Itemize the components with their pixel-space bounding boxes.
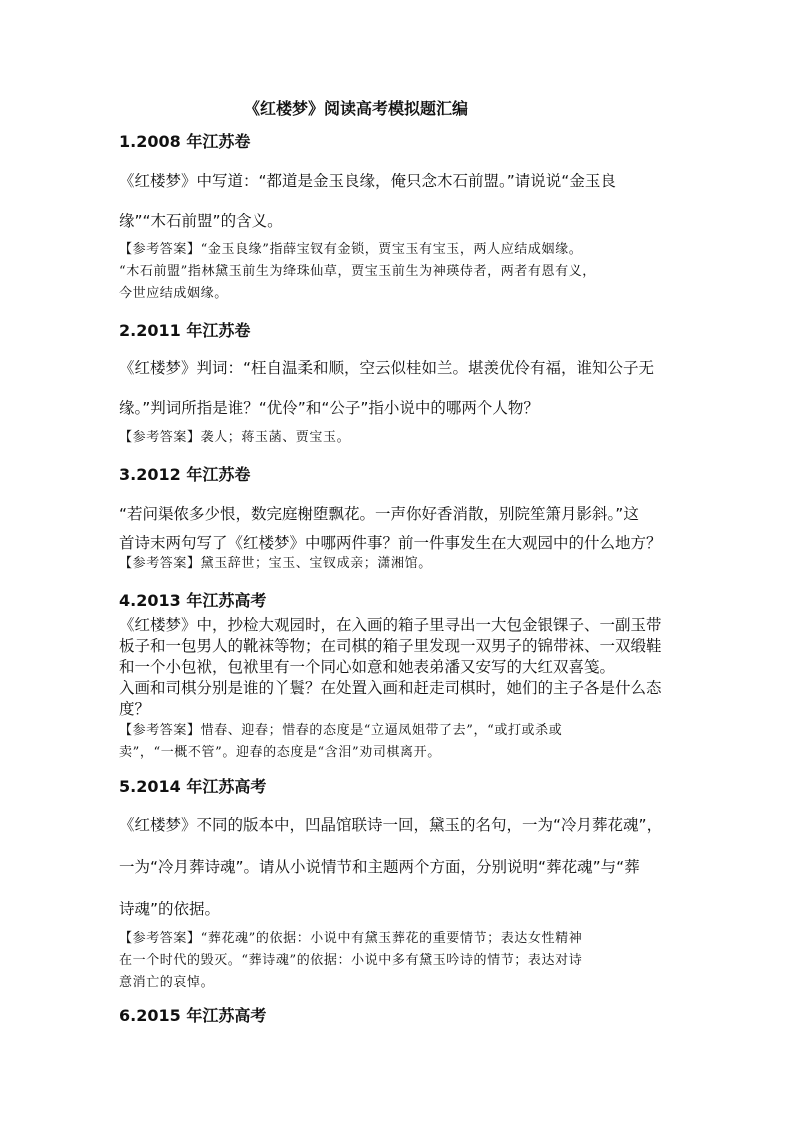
answer-line: “木石前盟”指林黛玉前生为绛珠仙草，贾宝玉前生为神瑛侍者，两者有恩有义， — [119, 264, 596, 279]
section-5-question-line-1: 《红楼梦》不同的版本中，凹晶馆联诗一回，黛玉的名句，一为“冷月葬花魂”， — [119, 816, 663, 834]
section-5-question-line-3: 诗魂”的依据。 — [119, 900, 221, 918]
section-2-question-line-1: 《红楼梦》判词：“枉自温柔和顺，空云似桂如兰。堪羡优伶有福，谁知公子无 — [119, 359, 655, 377]
question-line: 《红楼梦》中，抄检大观园时，在入画的箱子里寻出一大包金银锞子、一副玉带 — [119, 616, 662, 634]
answer-line: 意消亡的哀悼。 — [119, 975, 215, 990]
answer-line: 今世应结成姻缘。 — [119, 286, 228, 301]
section-3-heading: 3.2012 年江苏卷 — [119, 465, 251, 484]
section-4-heading: 4.2013 年江苏高考 — [119, 591, 267, 610]
section-1-question-line-1: 《红楼梦》中写道：“都道是金玉良缘，俺只念木石前盟。”请说说“金玉良 — [119, 172, 616, 190]
section-1-heading: 1.2008 年江苏卷 — [119, 132, 251, 151]
section-3-answer — [119, 553, 699, 575]
question-line: 和一个小包袱，包袱里有一个同心如意和她表弟潘又安写的大红双喜笺。 — [119, 658, 616, 676]
answer-line: 【参考答案】“金玉良缘”指薛宝钗有金锁，贾宝玉有宝玉，两人应结成姻缘。 — [119, 242, 583, 257]
answer-line: 【参考答案】惜春、迎春；惜春的态度是“立逼凤姐带了去”，“或打或杀或 — [119, 723, 563, 738]
section-5-answer — [119, 928, 699, 994]
answer-line: 【参考答案】袭人；蒋玉菡、贾宝玉。 — [119, 430, 351, 445]
section-2-heading: 2.2011 年江苏卷 — [119, 321, 251, 340]
section-6-heading: 6.2015 年江苏高考 — [119, 1006, 267, 1025]
section-2-question-line-2: 缘。”判词所指是谁？“优伶”和“公子”指小说中的哪两个人物？ — [119, 399, 539, 417]
section-1-question-line-2: 缘”“木石前盟”的含义。 — [119, 212, 283, 230]
document-title: 《红楼梦》阅读高考模拟题汇编 — [244, 99, 469, 118]
question-line: 板子和一包男人的靴袜等物；在司棋的箱子里发现一双男子的锦带袜、一双缎鞋 — [119, 637, 662, 655]
answer-line: 【参考答案】“葬花魂”的依据：小说中有黛玉葬花的重要情节；表达女性精神 — [119, 931, 583, 946]
answer-line: 【参考答案】黛玉辞世；宝玉、宝钗成亲；潇湘馆。 — [119, 556, 432, 571]
question-line: 度？ — [119, 700, 151, 718]
answer-line: 在一个时代的毁灭。“葬诗魂”的依据：小说中多有黛玉吟诗的情节；表达对诗 — [119, 953, 583, 968]
section-4-answer — [119, 720, 699, 764]
section-4-question — [119, 615, 699, 720]
section-1-answer — [119, 239, 699, 305]
question-line: 入画和司棋分别是谁的丫鬟？在处置入画和赶走司棋时，她们的主子各是什么态 — [119, 679, 662, 697]
answer-line: 卖”，“一概不管”。迎春的态度是“含泪”劝司棋离开。 — [119, 745, 441, 760]
section-5-heading: 5.2014 年江苏高考 — [119, 777, 267, 796]
section-3-question-line-1: “若问渠侬多少恨，数完庭榭堕飘花。一声你好香消散，别院笙箫月影斜。”这 — [119, 505, 639, 523]
section-5-question-line-2: 一为“冷月葬诗魂”。请从小说情节和主题两个方面，分别说明“葬花魂”与“葬 — [119, 858, 640, 876]
section-2-answer — [119, 427, 699, 449]
section-3-question-line-2: 首诗末两句写了《红楼梦》中哪两件事？前一件事发生在大观园中的什么地方？ — [119, 534, 662, 552]
